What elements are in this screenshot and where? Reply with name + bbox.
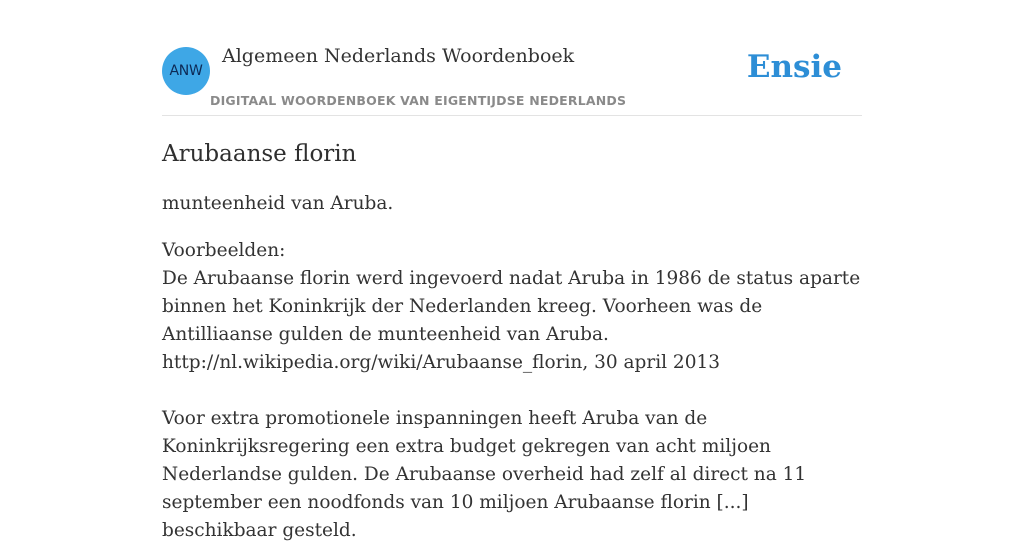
- site-subtitle: DIGITAAL WOORDENBOEK VAN EIGENTIJDSE NEDERLANDS: [210, 93, 627, 108]
- example-source: http://nl.wikipedia.org/wiki/Arubaanse_florin, 30 april 2013: [162, 352, 721, 373]
- example-text: De Arubaanse florin werd ingevoerd nadat Aruba in 1986 de status aparte binnen het Koninkrijk der Nederlanden kreeg. Voorheen was de Antilliaanse gulden de munteenheid van Aruba.: [162, 268, 861, 345]
- examples-section: [162, 237, 862, 545]
- examples-label: Voorbeelden:: [162, 240, 286, 261]
- entry-definition: munteenheid van Aruba.: [162, 193, 394, 214]
- entry-headword: Arubaanse florin: [162, 141, 357, 167]
- site-header: [162, 0, 862, 116]
- anw-logo[interactable]: ANW: [162, 47, 210, 95]
- example-spacer: [162, 377, 862, 405]
- entry-content: [162, 138, 862, 545]
- site-title[interactable]: Algemeen Nederlands Woordenboek: [222, 45, 575, 67]
- example-text: Voor extra promotionele inspanningen heeft Aruba van de Koninkrijksregering een extra budget gekregen van acht miljoen Nederlandse gulden. De Arubaanse overheid had zelf al direct na 11 september een noodfonds van 10 miljoen Arubaanse florin [...] beschikbaar gesteld.: [162, 408, 807, 541]
- ensie-brand-logo[interactable]: Ensie: [746, 49, 842, 85]
